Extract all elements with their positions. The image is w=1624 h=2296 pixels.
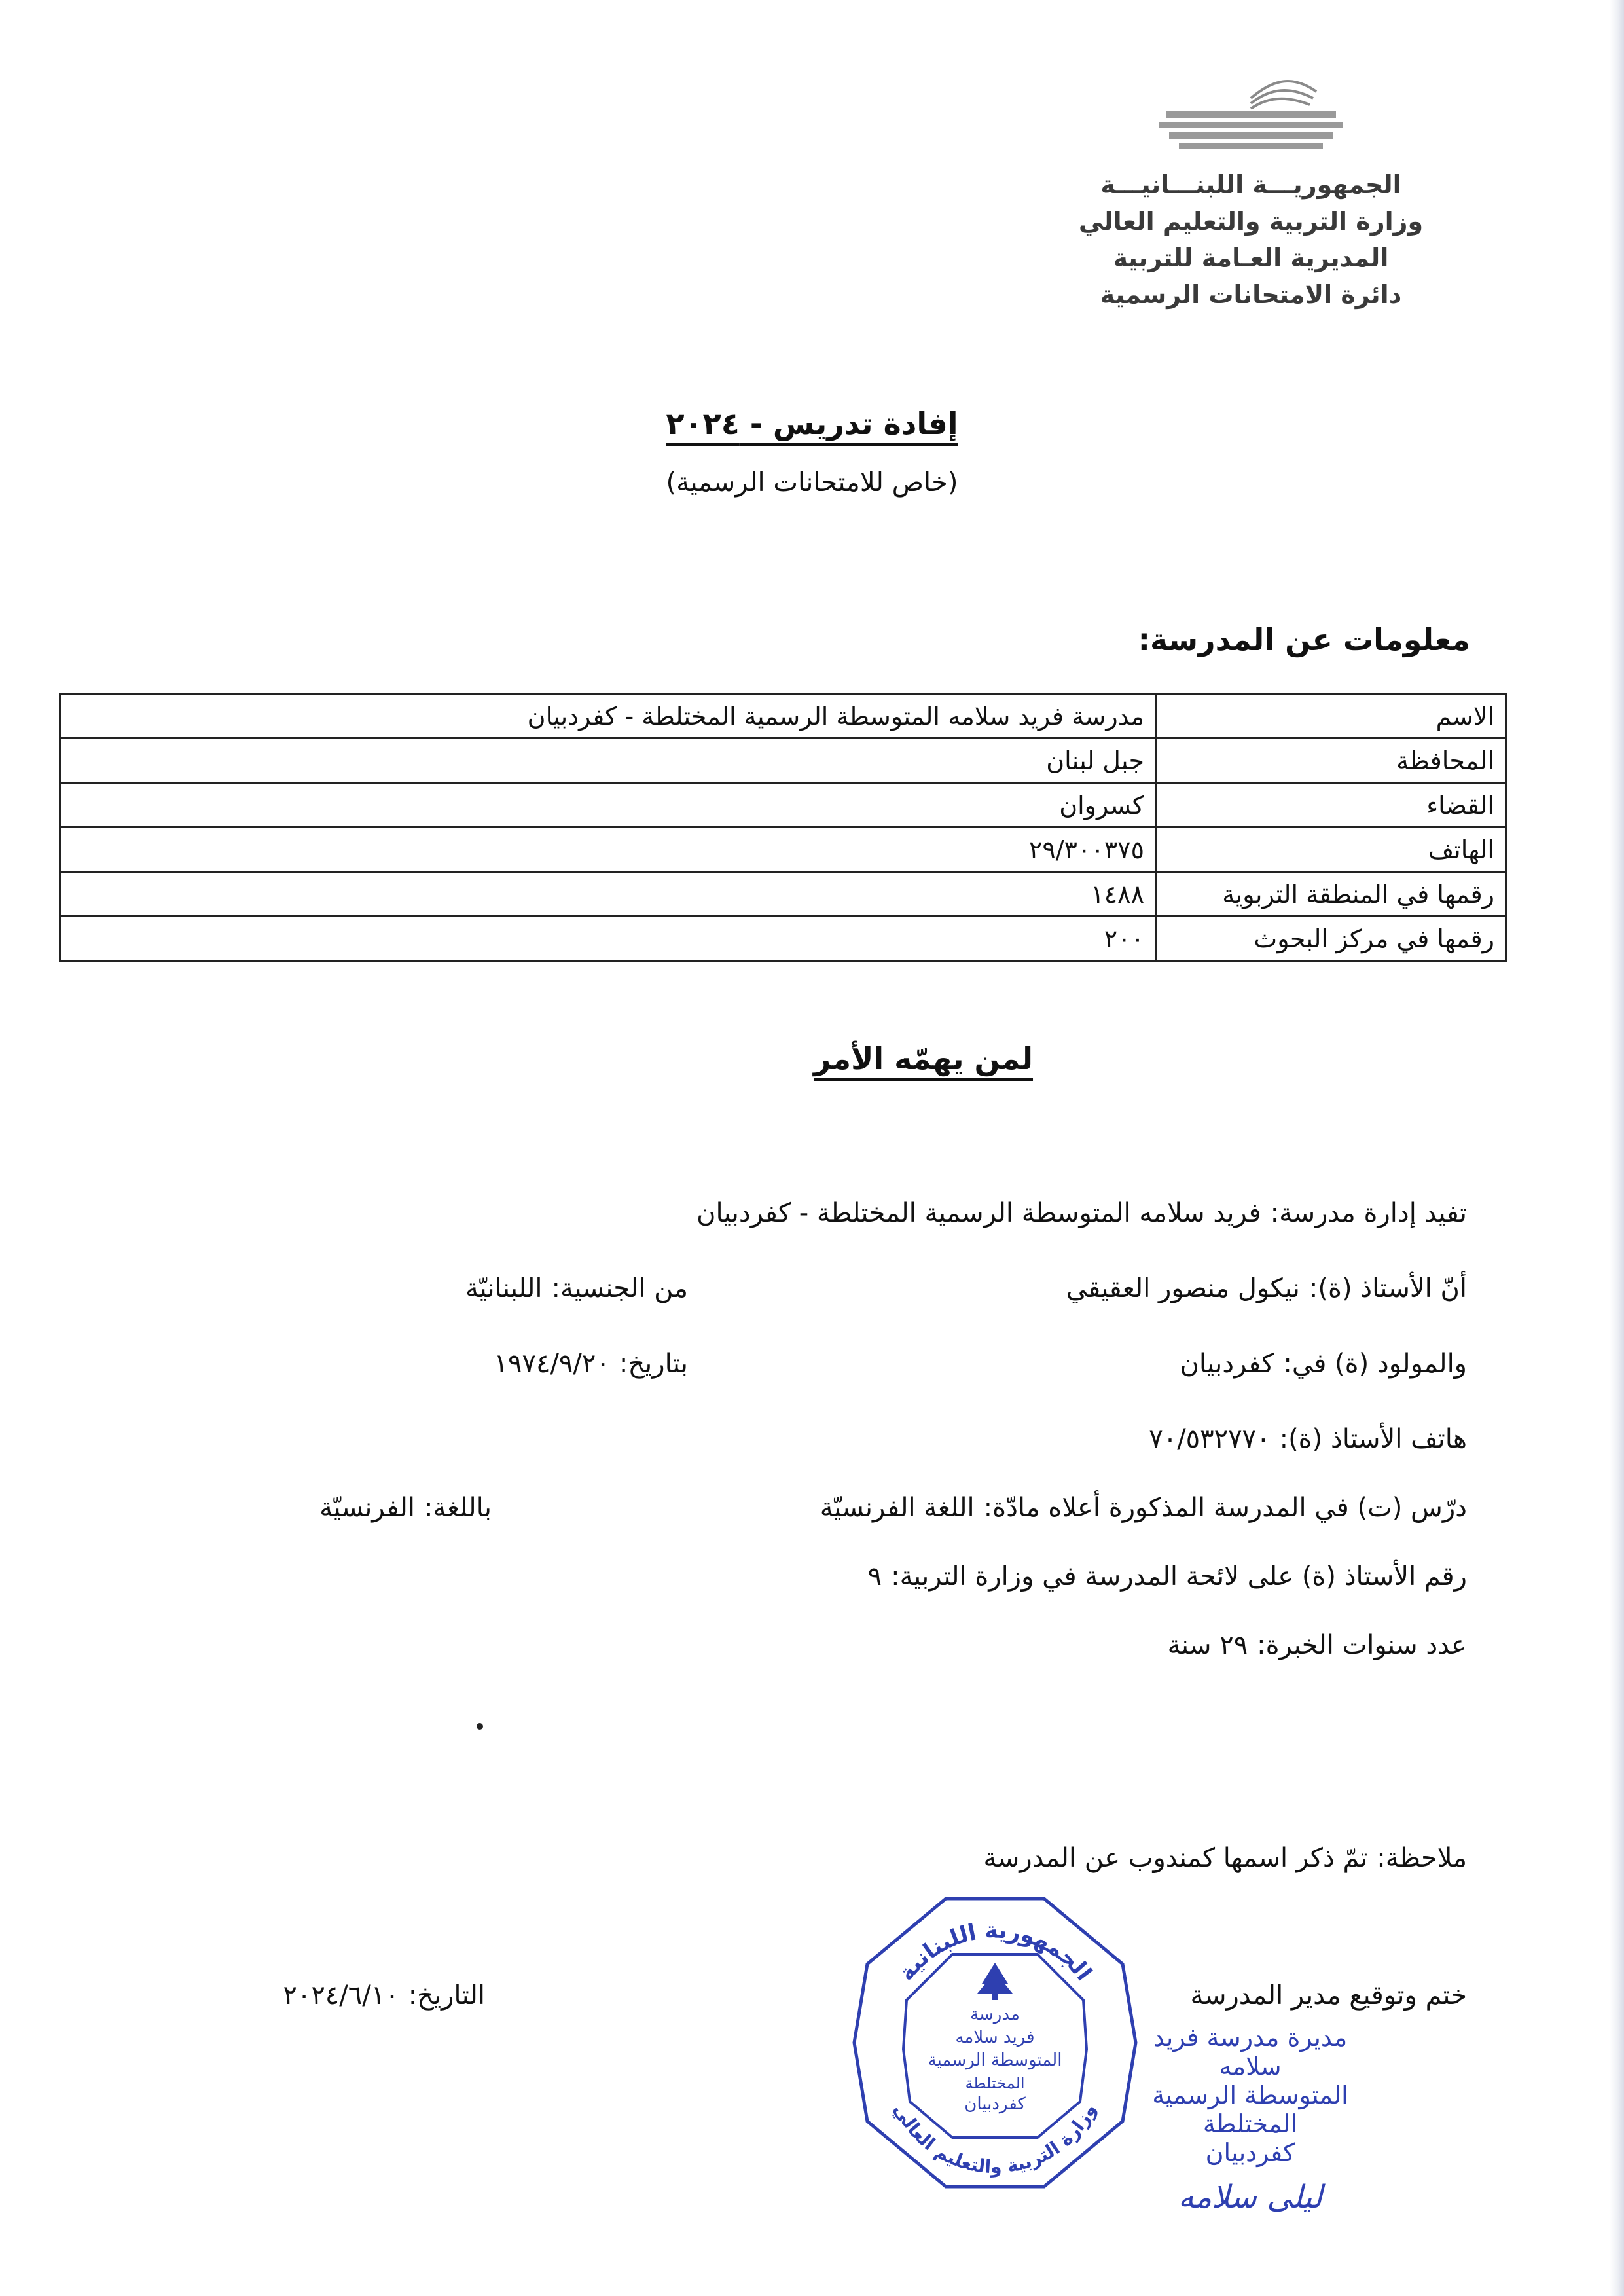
table-row: [60, 783, 1506, 828]
list-number-value: ٩: [867, 1561, 882, 1592]
subject-label: درّس (ت) في المدرسة المذكورة أعلاه مادّة:: [983, 1493, 1467, 1523]
birthdate-field: [494, 1349, 688, 1379]
phone-line: [1149, 1424, 1467, 1454]
teacher-name: نيكول منصور العقيقي: [1066, 1273, 1300, 1303]
stamp-inner-line: مدرسة: [970, 2005, 1020, 2024]
intro-line: [696, 1198, 1467, 1228]
note-line: [983, 1843, 1467, 1873]
language-value: الفرنسيّة: [319, 1493, 416, 1523]
row-label: المحافظة: [1156, 738, 1506, 783]
document-subtitle: (خاص للامتحانات الرسمية): [666, 467, 958, 498]
row-value: ١٤٨٨: [60, 872, 1156, 917]
stray-mark: [477, 1723, 483, 1730]
teacher-label: أنّ الأستاذ (ة):: [1308, 1273, 1467, 1303]
open-book-logo-icon: [1153, 79, 1349, 157]
letterhead-department: دائرة الامتحانات الرسمية: [1100, 280, 1402, 309]
stamp-outer-top: الجمهورية اللبنانية: [893, 1917, 1097, 1986]
phone-label: هاتف الأستاذ (ة):: [1279, 1424, 1467, 1454]
row-value: كسروان: [60, 783, 1156, 828]
stamp-outer-bottom: وزارة التربية والتعليم العالي: [889, 2100, 1100, 2178]
intro-value: فريد سلامه المتوسطة الرسمية المختلطة - كفردبيان: [696, 1198, 1261, 1228]
scan-edge-shadow: [1610, 0, 1624, 2296]
signature-label: ختم وتوقيع مدير المدرسة: [1190, 1980, 1467, 2011]
document-title: إفادة تدريس - ٢٠٢٤: [666, 406, 958, 441]
stamp-inner-line: المتوسطة الرسمية: [928, 2050, 1062, 2070]
row-value: جبل لبنان: [60, 738, 1156, 783]
concern-heading: لمن يهمّه الأمر: [813, 1041, 1034, 1076]
signature-line: مديرة مدرسة فريد سلامه: [1153, 2023, 1348, 2081]
signature-line: كفردبيان: [1205, 2138, 1295, 2167]
row-value: ٢٩/٣٠٠٣٧٥: [60, 828, 1156, 872]
table-row: [60, 738, 1506, 783]
letterhead-directorate: المديرية العـامة للتربية: [1113, 244, 1389, 272]
table-row: [60, 917, 1506, 961]
list-number-line: [868, 1561, 1467, 1592]
table-row: [60, 872, 1506, 917]
experience-value: ٢٩ سنة: [1167, 1630, 1248, 1660]
row-value: ٢٠٠: [60, 917, 1156, 961]
note-label: ملاحظة:: [1377, 1843, 1467, 1873]
phone-value: ٧٠/٥٣٢٧٧٠: [1149, 1424, 1271, 1454]
stamp-inner-line: كفردبيان: [964, 2094, 1026, 2114]
letterhead-republic: الجمهوريـــة اللبنـــانيـــة: [1100, 170, 1401, 199]
birthplace-value: كفردبيان: [1180, 1349, 1274, 1379]
birthplace-line: [1180, 1349, 1467, 1379]
row-label: القضاء: [1156, 783, 1506, 828]
table-row: [60, 694, 1506, 738]
row-label: رقمها في المنطقة التربوية: [1156, 872, 1506, 917]
principal-signature: [1119, 2023, 1381, 2215]
signature-name: ليلى سلامه: [1178, 2179, 1323, 2215]
birthplace-label: والمولود (ة) في:: [1283, 1349, 1467, 1379]
table-row: [60, 828, 1506, 872]
row-value: مدرسة فريد سلامه المتوسطة الرسمية المختلطة - كفردبيان: [60, 694, 1156, 738]
official-stamp: [848, 1892, 1142, 2193]
school-info-heading: معلومات عن المدرسة:: [1138, 622, 1470, 657]
row-label: الاسم: [1156, 694, 1506, 738]
list-number-label: رقم الأستاذ (ة) على لائحة المدرسة في وزارة التربية:: [891, 1561, 1467, 1592]
cedar-icon: [977, 1963, 1013, 2000]
teacher-line: [1066, 1273, 1467, 1303]
birthdate-value: ١٩٧٤/٩/٢٠: [494, 1349, 610, 1379]
language-field: [319, 1493, 492, 1523]
row-label: رقمها في مركز البحوث: [1156, 917, 1506, 961]
row-label: الهاتف: [1156, 828, 1506, 872]
date-field: [283, 1980, 485, 2011]
signature-line: المتوسطة الرسمية المختلطة: [1152, 2081, 1348, 2138]
stamp-inner-line: المختلطة: [965, 2074, 1025, 2092]
note-value: تمّ ذكر اسمها كمندوب عن المدرسة: [983, 1843, 1368, 1873]
nationality-label: من الجنسية:: [551, 1273, 688, 1303]
letterhead-ministry: وزارة التربية والتعليم العالي: [1078, 207, 1424, 236]
stamp-inner-line: فريد سلامه: [955, 2028, 1035, 2047]
nationality-field: [465, 1273, 688, 1303]
letterhead: [1068, 79, 1434, 313]
date-label: التاريخ:: [408, 1980, 485, 2011]
subject-value: اللغة الفرنسيّة: [820, 1493, 975, 1523]
date-value: ٢٠٢٤/٦/١٠: [283, 1980, 399, 2011]
nationality-value: اللبنانيّة: [465, 1273, 543, 1303]
school-info-table: [59, 693, 1507, 962]
language-label: باللغة:: [424, 1493, 492, 1523]
subject-line: [820, 1493, 1467, 1523]
birthdate-label: بتاريخ:: [619, 1349, 688, 1379]
intro-label: تفيد إدارة مدرسة:: [1270, 1198, 1467, 1228]
document-title-block: [0, 406, 1624, 498]
to-whom-it-may-concern: [0, 1041, 1624, 1076]
experience-label: عدد سنوات الخبرة:: [1257, 1630, 1467, 1660]
experience-line: [1167, 1630, 1467, 1660]
